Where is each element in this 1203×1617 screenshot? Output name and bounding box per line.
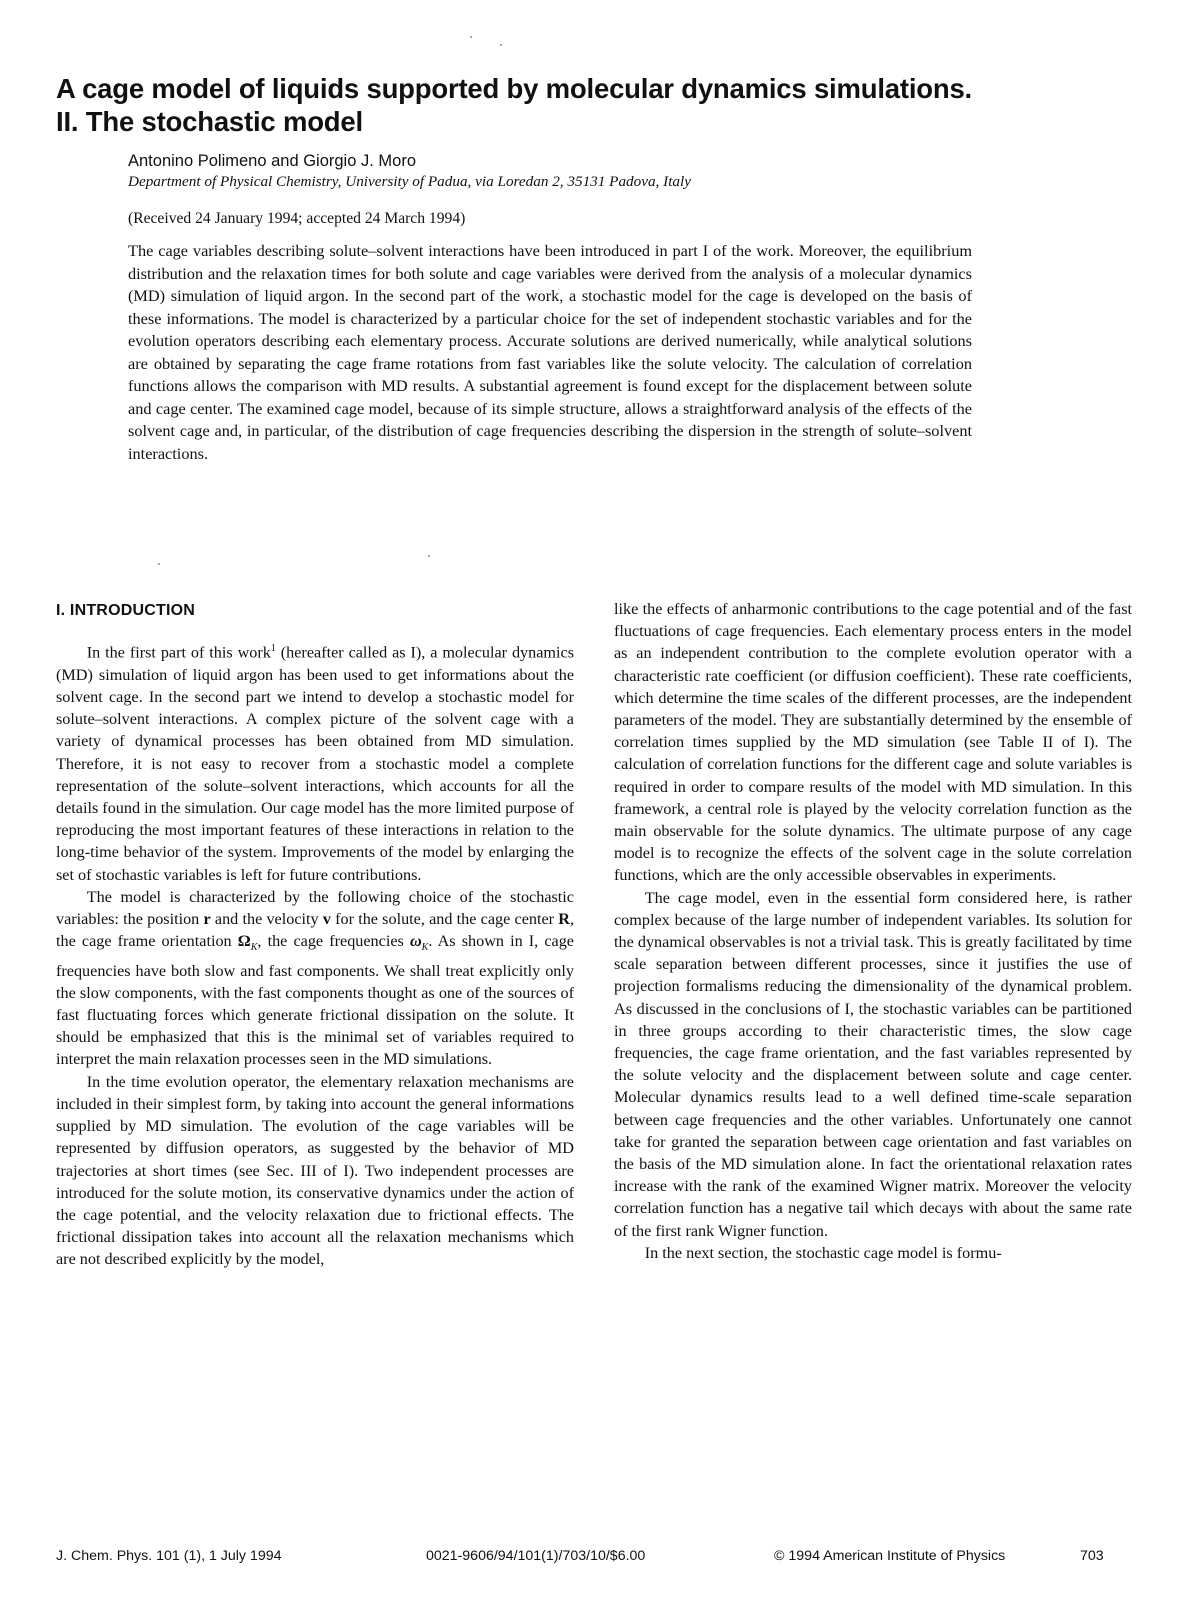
footer-copyright: © 1994 American Institute of Physics [774,1548,1006,1564]
scan-speck [428,555,430,557]
intro-paragraph-1 [56,638,574,886]
right-column [614,598,1132,1264]
text-span: , the cage frequencies [257,932,410,951]
symbol-R: R [558,910,570,929]
subscript: K [421,942,429,954]
title-line-2: II. The stochastic model [56,106,363,137]
authors: Antonino Polimeno and Giorgio J. Moro [128,152,416,170]
section-heading: I. INTRODUCTION [56,602,195,619]
text-span: (hereafter called as I), a molecular dynamics (MD) simulation of liquid argon has been used to get informations about the solvent cage. In the second part we intend to develop a stochastic model for solute–solvent interactions. A complex picture of the solvent cage with a variety of dynamical processes has been obtained from MD simulation. Therefore, it is not easy to recover from a stochastic model a complete representation of the solute–solvent interactions, which accounts for all the details found in the simulation. Our cage model has the more limited purpose of reproducing the most important features of these interactions in relation to the long-time behavior of the system. Improvements of the model by enlarging the set of stochastic variables is left for future contributions. [56,643,574,884]
title-line-1: A cage model of liquids supported by molecular dynamics simulations. [56,73,972,104]
intro-paragraph-4: like the effects of anharmonic contributions to the cage potential and of the fast fluctuations of cage frequencies. Each elementary process enters in the model as an independent contribution to the complete evolution operator with a characteristic rate coefficient (or diffusion coefficient). These rate coefficients, which determine the time scales of the different processes, are the independent parameters of the model. They are substantially determined by the ensemble of correlation times supplied by the MD simulation (see Table II of I). The calculation of correlation functions for the different cage and solute variables is required in order to compare results of the model with MD simulation. In this framework, a central role is played by the velocity correlation function as the main observable for the solute dynamics. The ultimate purpose of any cage model is to recognize the effects of the solvent cage in the solute correlation functions, which are the only accessible observables in experiments. [614,600,1132,885]
symbol-r: r [203,910,211,929]
text-span: and the velocity [210,910,323,929]
scan-speck [500,44,502,46]
text-span: In the first part of this work [86,643,271,662]
text-span: , the cage frame orientation [56,910,575,951]
affiliation: Department of Physical Chemistry, University of Padua, via Loredan 2, 35131 Padova, Italy [128,173,691,190]
intro-paragraph-2 [56,886,574,1071]
footer-issn: 0021-9606/94/101(1)/703/10/$6.00 [426,1548,646,1564]
article-title [56,72,1156,138]
footer-page-number: 703 [1080,1548,1104,1564]
scan-speck [470,36,472,38]
footer-journal: J. Chem. Phys. 101 (1), 1 July 1994 [56,1548,282,1564]
scan-speck [158,563,160,565]
left-column [56,600,574,1271]
symbol-omega: ω [409,932,422,951]
intro-paragraph-3: In the time evolution operator, the elementary relaxation mechanisms are included in their simplest form, by taking into account the general informations supplied by MD simulation. The evolution of the cage variables will be represented by diffusion operators, as suggested by the behavior of MD trajectories at short times (see Sec. III of I). Two independent processes are introduced for the solute motion, its conservative dynamics under the action of the cage potential, and the velocity relaxation due to frictional effects. The frictional dissipation takes into account all the relaxation mechanisms which are not described explicitly by the model, [56,1072,574,1269]
intro-paragraph-6: In the next section, the stochastic cage model is formu- [644,1243,1002,1262]
text-span: . As shown in I, cage frequencies have both slow and fast components. We shall treat explicitly only the slow components, with the fast components thought as one of the sources of fast fluctuating forces which generate frictional dissipation on the solute. It should be emphasized that this is the minimal set of variables required to interpret the main relaxation processes seen in the MD simulations. [56,932,574,1069]
intro-paragraph-5: The cage model, even in the essential form considered here, is rather complex because of the large number of independent variables. Its solution for the dynamical observables is not a trivial task. This is greatly facilitated by time scale separation between different processes, since it justifies the use of projection formalisms reducing the dimensionality of the dynamical problem. As discussed in the conclusions of I, the stochastic variables can be partitioned in three groups according to their characteristic times, the slow cage frequencies, the cage frame orientation, and the fast variables represented by the solute velocity and the displacement between solute and cage center. Molecular dynamics results lead to a well defined time-scale separation between cage frequencies and the other variables. Unfortunately one cannot take for granted the separation between cage orientation and fast variables on the basis of the MD simulation alone. In fact the orientational relaxation rates increase with the rank of the examined Wigner matrix. Moreover the velocity correlation function has a negative tail which decays with about the same rate of the first rank Wigner function. [614,888,1132,1240]
abstract: The cage variables describing solute–solvent interactions have been introduced in part I of the work. Moreover, the equilibrium distribution and the relaxation times for both solute and cage variables were derived from the analysis of a molecular dynamics (MD) simulation of liquid argon. In the second part of the work, a stochastic model for the cage is developed on the basis of these informations. The model is characterized by a particular choice for the set of independent stochastic variables and for the evolution operators describing each elementary process. Accurate solutions are derived numerically, while analytical solutions are obtained by separating the cage frame rotations from fast variables like the solute velocity. The calculation of correlation functions allows the comparison with MD results. A substantial agreement is found except for the displacement between solute and cage center. The examined cage model, because of its simple structure, allows a straightforward analysis of the effects of the solvent cage and, in particular, of the distribution of cage frequencies describing the dispersion in the strength of solute–solvent interactions. [128,241,972,463]
symbol-Omega: Ω [237,932,251,951]
text-span: for the solute, and the cage center [330,910,559,929]
subscript: K [250,942,258,954]
text-span: The model is characterized by the following choice of the stochastic variables: the position [56,887,574,929]
received-dates: (Received 24 January 1994; accepted 24 March 1994) [128,210,466,227]
reference-marker: 1 [270,643,276,655]
symbol-v: v [322,910,331,929]
